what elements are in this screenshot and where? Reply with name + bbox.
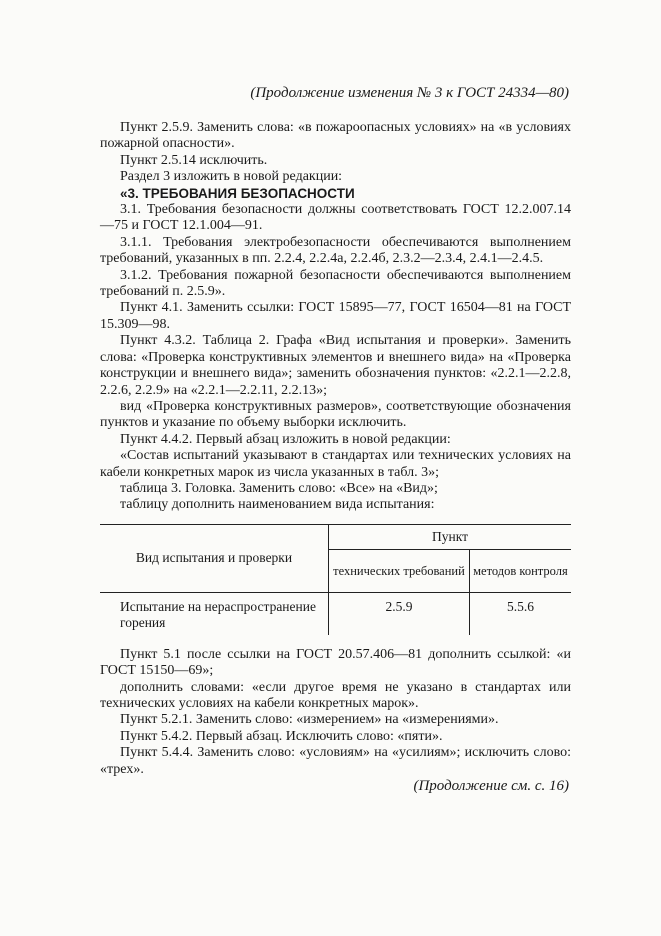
paragraph: Пункт 5.1 после ссылки на ГОСТ 20.57.406—81 дополнить ссылкой: «и ГОСТ 15150—69»; (100, 646, 571, 679)
paragraph: Раздел 3 изложить в новой редакции: (120, 169, 343, 185)
paragraph: дополнить словами: «если другое время не указано в стандартах или технических условиях на кабели конкретных марок». (100, 679, 571, 711)
table-cell-test-name: Испытание на нераспространение горения (100, 592, 329, 635)
page-header: (Продолжение изменения № 3 к ГОСТ 24334—80) (250, 85, 569, 101)
paragraph: Пункт 2.5.14 исключить. (120, 152, 268, 168)
section-heading: «3. ТРЕБОВАНИЯ БЕЗОПАСНОСТИ (120, 185, 355, 201)
table-cell-requirement-clause: 2.5.9 (329, 592, 470, 635)
page-footer: (Продолжение см. с. 16) (413, 778, 569, 794)
paragraph: 3.1. Требования безопасности должны соответствовать ГОСТ 12.2.007.14—75 и ГОСТ 12.1.004—91. (100, 202, 571, 234)
paragraph: 3.1.2. Требования пожарной безопасности обеспечиваются выполнением требований п. 2.5.9». (100, 267, 571, 300)
paragraph: Пункт 5.2.1. Заменить слово: «измерением» на «измерениями». (120, 712, 499, 728)
paragraph: Пункт 5.4.2. Первый абзац. Исключить слово: «пяти». (120, 728, 443, 744)
paragraph: Пункт 4.3.2. Таблица 2. Графа «Вид испытания и проверки». Заменить слова: «Проверка конструктивных элементов и внешнего вида» на «Проверка конструкции и внешнего вида»; заменить обозначения пунктов: «2.2.1—2.2.8, 2.2.6, 2.2.9» на «2.2.1—2.2.11, 2.2.13»; (100, 333, 571, 398)
table-header-test-type: Вид испытания и проверки (100, 524, 329, 592)
paragraph: 3.1.1. Требования электробезопасности обеспечиваются выполнением требований, указанных в пп. 2.2.4, 2.2.4а, 2.2.4б, 2.3.2—2.3.4, 2.4.1—2.4.5. (100, 234, 571, 267)
paragraph: таблицу дополнить наименованием вида испытания: (120, 497, 435, 513)
paragraph: Пункт 5.4.4. Заменить слово: «условиям» на «усилиям»; исключить слово: «трех». (100, 745, 571, 777)
table-cell-method-clause: 5.5.6 (506, 598, 534, 614)
paragraph: Пункт 4.4.2. Первый абзац изложить в новой редакции: (120, 431, 451, 447)
table-header-clause: Пункт (329, 524, 572, 549)
paragraph: Пункт 2.5.9. Заменить слова: «в пожароопасных условиях» на «в условиях пожарной опасности». (100, 120, 571, 152)
table-header-technical-requirements: технических требований (329, 549, 470, 592)
test-types-table (100, 524, 571, 635)
paragraph: «Состав испытаний указывают в стандартах или технических условиях на кабели конкретных марок из числа указанных в табл. 3»; (100, 448, 571, 480)
document-body (100, 120, 571, 778)
paragraph: вид «Проверка конструктивных размеров», соответствующие обозначения пунктов и указание по объему выборки исключить. (100, 398, 571, 431)
paragraph: Пункт 4.1. Заменить ссылки: ГОСТ 15895—77, ГОСТ 16504—81 на ГОСТ 15.309—98. (100, 300, 571, 332)
paragraph: таблица 3. Головка. Заменить слово: «Все» на «Вид»; (120, 480, 438, 496)
table-header-control-methods: методов контроля (469, 549, 571, 592)
table-row (100, 592, 571, 635)
